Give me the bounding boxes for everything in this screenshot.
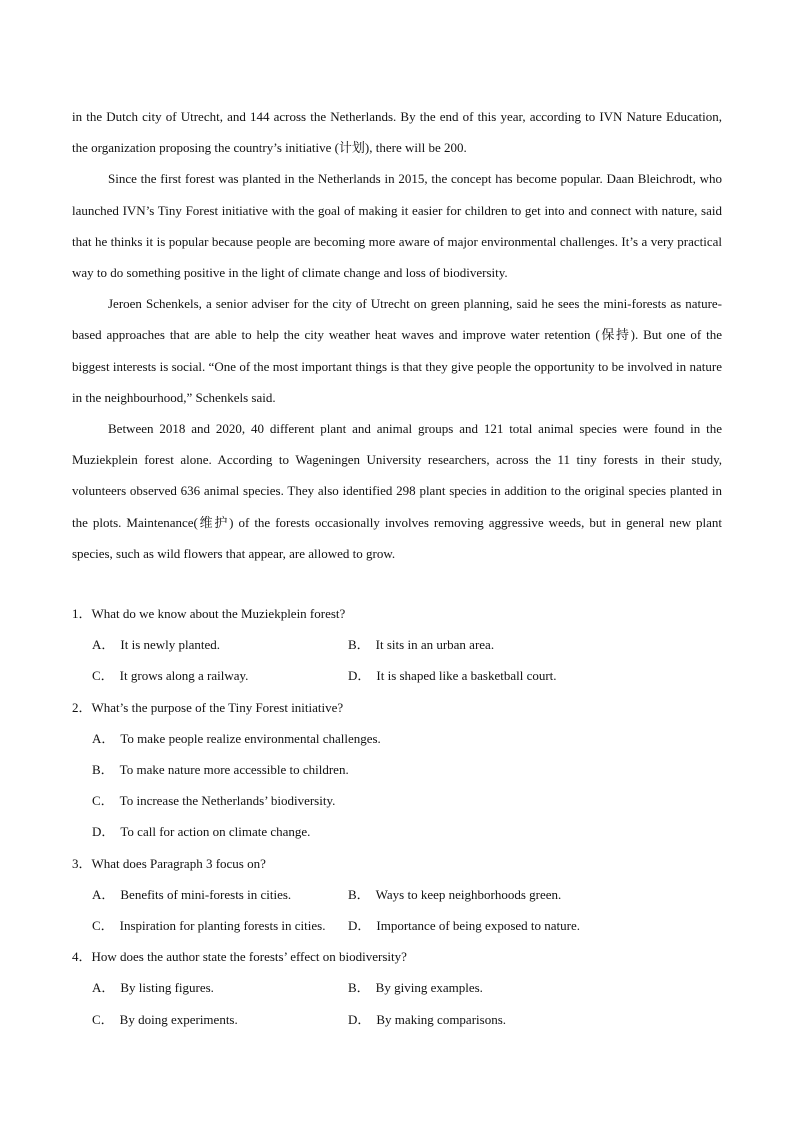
question-4-option-a: A． By listing figures. — [92, 980, 214, 996]
question-1-stem: 1．What do we know about the Muziekplein forest? — [72, 606, 346, 621]
question-1-option-c: C． It grows along a railway. — [92, 668, 249, 684]
question-4-options-row-2 — [72, 1004, 722, 1035]
question-4-stem: 4．How does the author state the forests’ effect on biodiversity? — [72, 949, 407, 965]
passage-paragraph-2: Since the first forest was planted in the Netherlands in 2015, the concept has become popular. Daan Bleichrodt, who launched IVN’s Tiny Forest initiative with the goal of making it easier for children to get into and connect with nature, said that he thinks it is popular because people are becoming more aware of major environmental challenges. It’s a very practical way to do something positive in the light of climate change and loss of biodiversity. — [72, 171, 722, 281]
question-1-options-row-1 — [72, 629, 722, 660]
question-1-option-d: D． It is shaped like a basketball court. — [348, 668, 557, 684]
passage-paragraph-1: in the Dutch city of Utrecht, and 144 across the Netherlands. By the end of this year, according to IVN Nature Education, the organization proposing the country’s initiative (计划), there will be 200. — [72, 109, 722, 156]
question-list — [72, 598, 722, 1035]
passage-paragraph-3: Jeroen Schenkels, a senior adviser for the city of Utrecht on green planning, said he sees the mini-forests as nature-based approaches that are able to help the city weather heat waves and improve water retention (保持). But one of the biggest interests is social. “One of the most important things is that they give people the opportunity to be involved in nature in the neighbourhood,” Schenkels said. — [72, 296, 722, 405]
question-2-option-a: A． To make people realize environmental challenges. — [92, 730, 381, 746]
question-3-option-d: D． Importance of being exposed to nature. — [348, 918, 580, 934]
question-3-option-b: B． Ways to keep neighborhoods green. — [348, 886, 562, 902]
question-4-options-row-1 — [72, 972, 722, 1003]
question-4-option-b: B． By giving examples. — [348, 980, 483, 996]
question-2-option-c: C． To increase the Netherlands’ biodiversity. — [92, 793, 336, 809]
question-1-option-b: B． It sits in an urban area. — [348, 637, 495, 653]
question-2-stem: 2．What’s the purpose of the Tiny Forest initiative? — [72, 699, 344, 715]
question-2-option-b: B． To make nature more accessible to children. — [92, 762, 349, 778]
reading-passage — [72, 101, 722, 569]
passage-paragraph-4: Between 2018 and 2020, 40 different plant and animal groups and 121 total animal species were found in the Muziekplein forest alone. According to Wageningen University researchers, across the 11 tiny forests in their study, volunteers observed 636 animal species. They also identified 298 plant species in addition to the original species planted in the plots. Maintenance(维护) of the forests occasionally involves removing aggressive weeds, but in general new plant species, such as wild flowers that appear, are allowed to grow. — [72, 421, 722, 561]
question-1-option-a: A． It is newly planted. — [92, 637, 221, 653]
question-3-options-row-1 — [72, 879, 722, 910]
question-2-option-d: D． To call for action on climate change. — [92, 824, 311, 840]
question-3-options-row-2 — [72, 910, 722, 941]
question-3-option-c: C． Inspiration for planting forests in cities. — [92, 918, 326, 934]
question-3-option-a: A． Benefits of mini-forests in cities. — [92, 886, 292, 902]
question-4-option-c: C． By doing experiments. — [92, 1011, 238, 1027]
question-3-stem: 3．What does Paragraph 3 focus on? — [72, 855, 266, 871]
question-4-option-d: D． By making comparisons. — [348, 1011, 507, 1027]
question-1-options-row-2 — [72, 660, 722, 691]
